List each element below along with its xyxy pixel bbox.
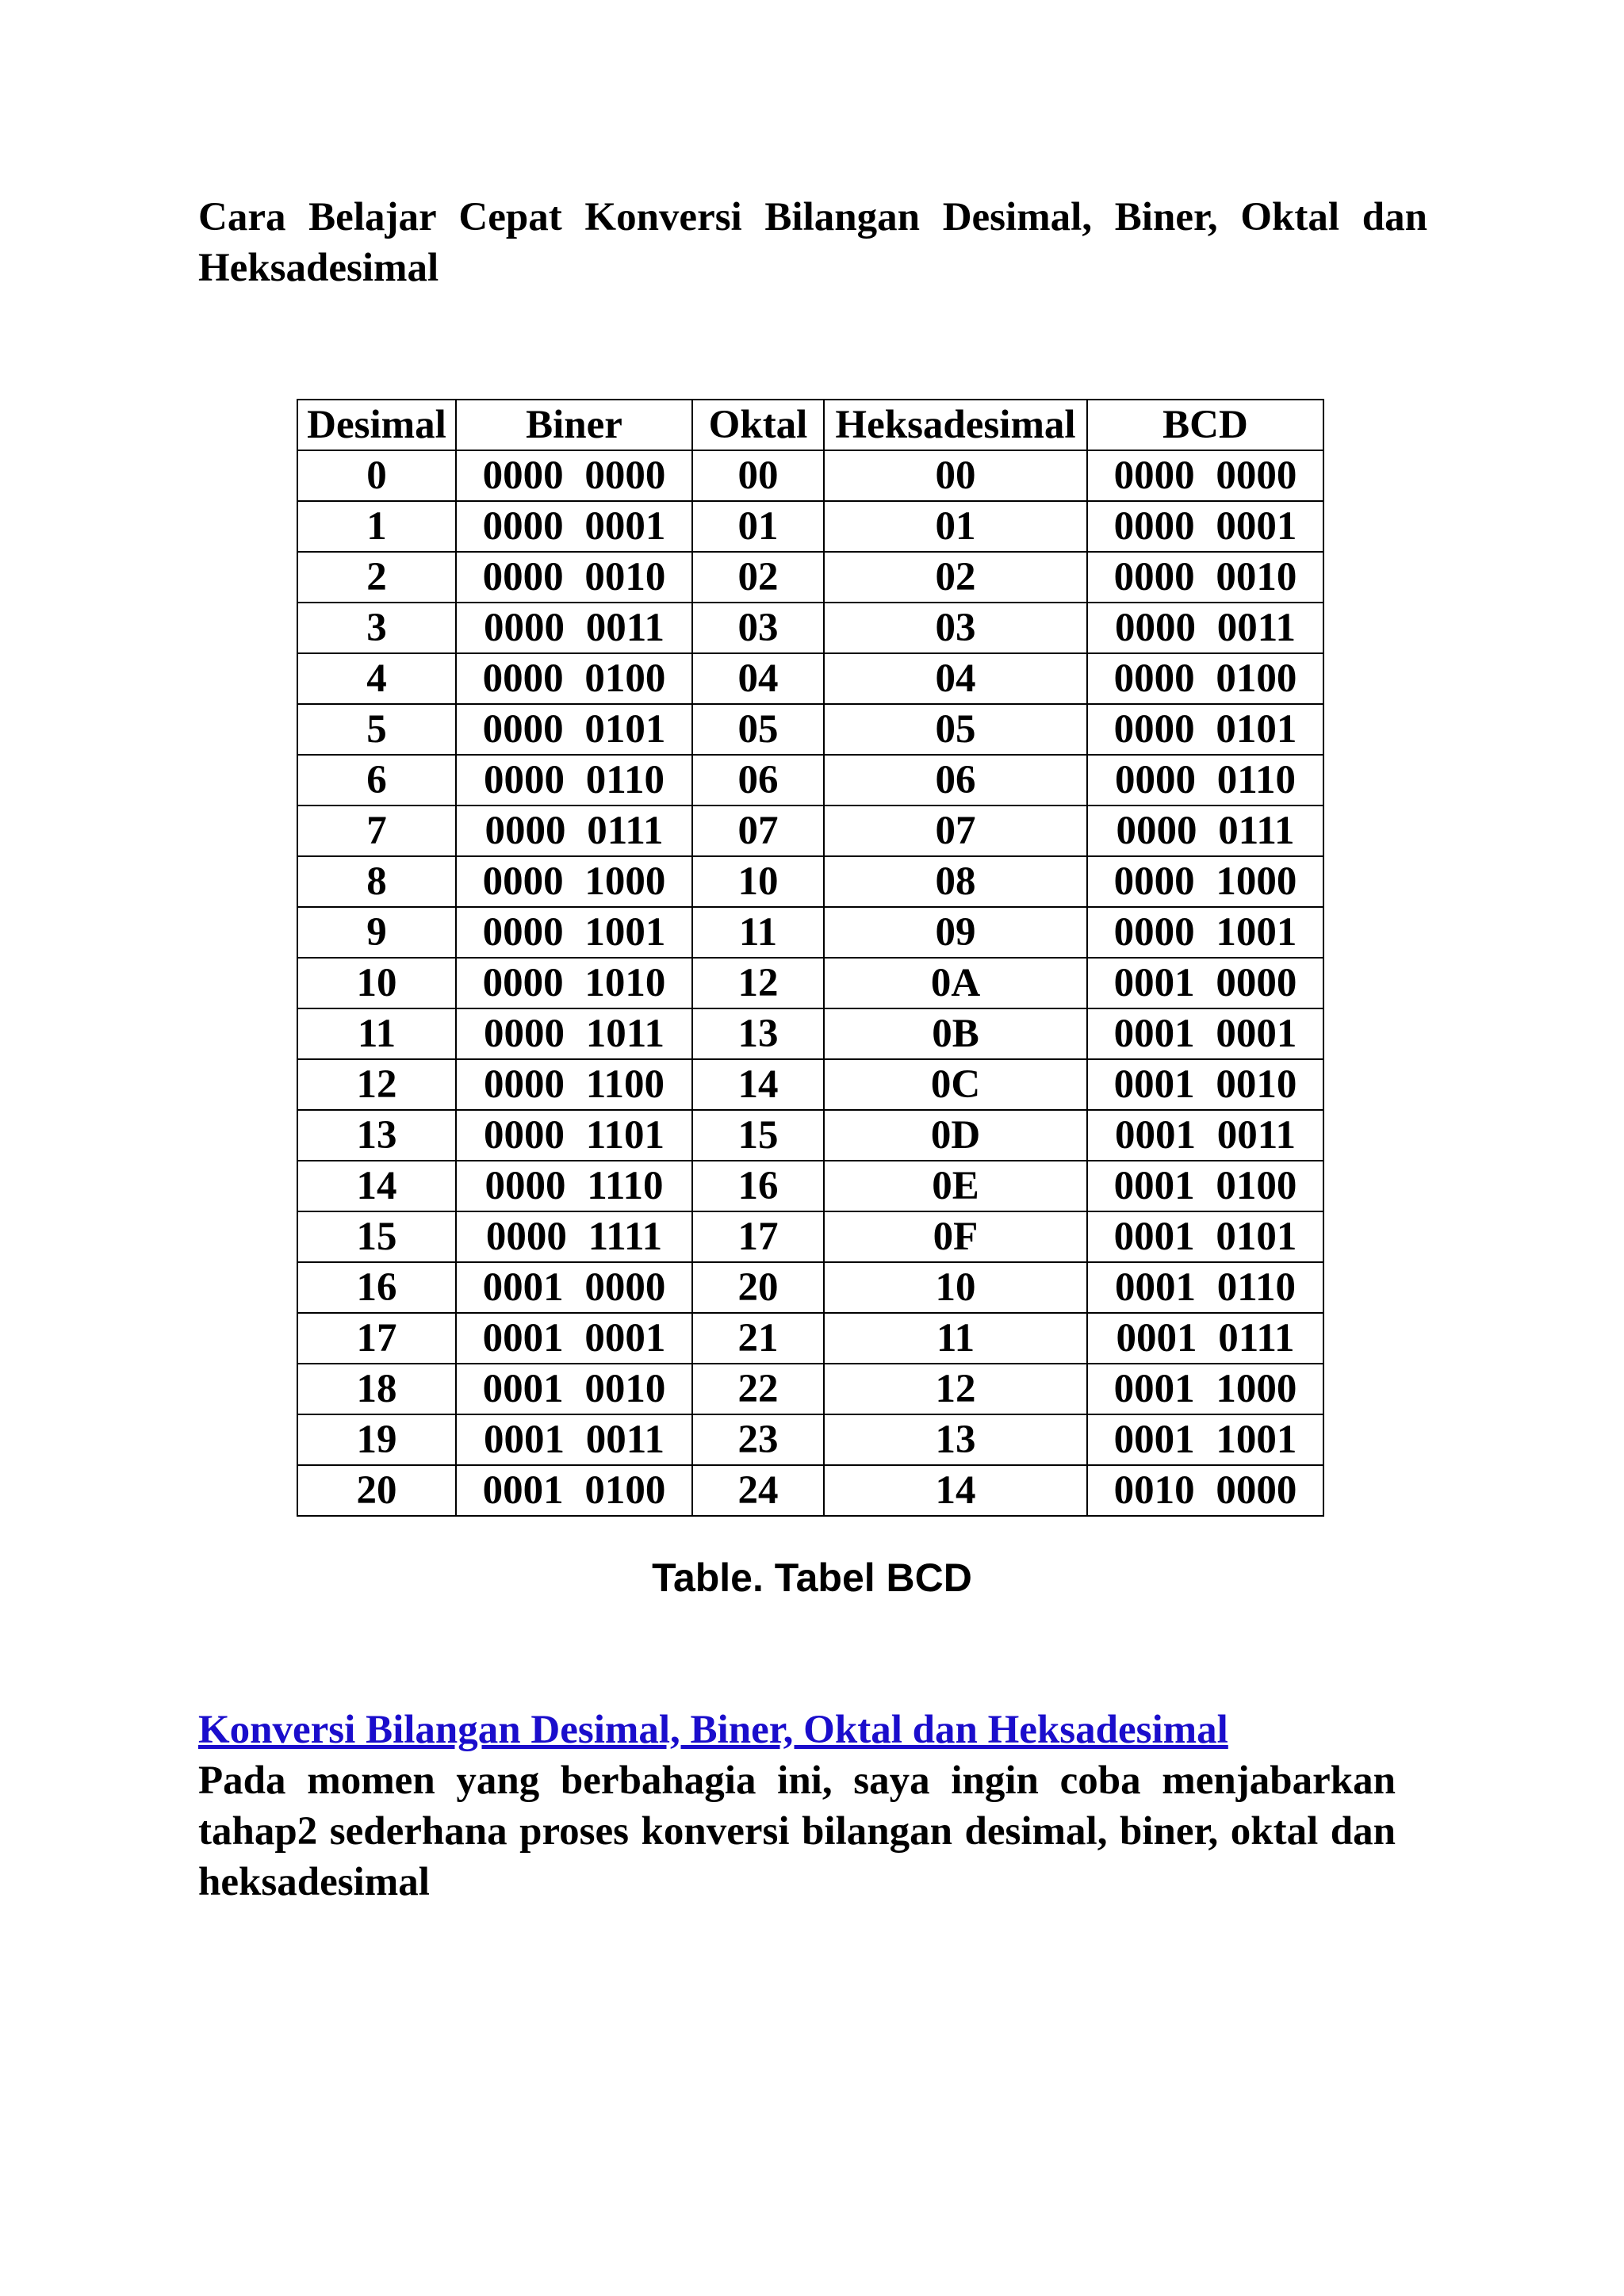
table-row <box>297 1313 1323 1364</box>
cell-desimal: 1 <box>297 501 456 552</box>
intro-paragraph: Pada momen yang berbahagia ini, saya ingin coba menjabarkan tahap2 sederhana proses konversi bilangan desimal, biner, oktal dan heksadesimal <box>198 1758 1396 1904</box>
cell-heksadesimal: 08 <box>824 856 1087 907</box>
cell-oktal: 06 <box>692 755 824 806</box>
cell-desimal: 20 <box>297 1465 456 1516</box>
header-biner: Biner <box>456 400 692 450</box>
cell-oktal: 07 <box>692 806 824 856</box>
table-row <box>297 450 1323 501</box>
cell-bcd: 0000 0100 <box>1087 653 1323 704</box>
cell-oktal: 16 <box>692 1161 824 1211</box>
cell-heksadesimal: 0F <box>824 1211 1087 1262</box>
cell-oktal: 00 <box>692 450 824 501</box>
cell-biner: 0001 0000 <box>456 1262 692 1313</box>
header-oktal: Oktal <box>692 400 824 450</box>
cell-heksadesimal: 13 <box>824 1414 1087 1465</box>
cell-biner: 0000 0100 <box>456 653 692 704</box>
cell-bcd: 0001 0001 <box>1087 1008 1323 1059</box>
cell-oktal: 20 <box>692 1262 824 1313</box>
table-row <box>297 501 1323 552</box>
cell-biner: 0000 0010 <box>456 552 692 603</box>
header-heksadesimal: Heksadesimal <box>824 400 1087 450</box>
cell-heksadesimal: 09 <box>824 907 1087 958</box>
cell-heksadesimal: 12 <box>824 1364 1087 1414</box>
cell-oktal: 22 <box>692 1364 824 1414</box>
table-body <box>297 450 1323 1516</box>
table-row <box>297 1364 1323 1414</box>
table-header-row <box>297 400 1323 450</box>
cell-heksadesimal: 0A <box>824 958 1087 1008</box>
cell-heksadesimal: 0B <box>824 1008 1087 1059</box>
cell-heksadesimal: 06 <box>824 755 1087 806</box>
cell-bcd: 0001 0010 <box>1087 1059 1323 1110</box>
cell-heksadesimal: 05 <box>824 704 1087 755</box>
cell-oktal: 10 <box>692 856 824 907</box>
cell-biner: 0000 0110 <box>456 755 692 806</box>
cell-desimal: 7 <box>297 806 456 856</box>
cell-biner: 0001 0010 <box>456 1364 692 1414</box>
cell-heksadesimal: 11 <box>824 1313 1087 1364</box>
cell-desimal: 3 <box>297 603 456 653</box>
cell-desimal: 15 <box>297 1211 456 1262</box>
header-desimal: Desimal <box>297 400 456 450</box>
table-row <box>297 1161 1323 1211</box>
cell-biner: 0000 1100 <box>456 1059 692 1110</box>
table-row <box>297 1465 1323 1516</box>
cell-biner: 0000 1110 <box>456 1161 692 1211</box>
table-row <box>297 958 1323 1008</box>
cell-desimal: 2 <box>297 552 456 603</box>
conversion-link[interactable]: Konversi Bilangan Desimal, Biner, Oktal dan Heksadesimal <box>198 1708 1228 1752</box>
cell-oktal: 11 <box>692 907 824 958</box>
cell-heksadesimal: 01 <box>824 501 1087 552</box>
cell-oktal: 21 <box>692 1313 824 1364</box>
cell-desimal: 11 <box>297 1008 456 1059</box>
document-title: Cara Belajar Cepat Konversi Bilangan Desimal, Biner, Oktal dan Heksadesimal <box>198 195 1427 290</box>
cell-heksadesimal: 02 <box>824 552 1087 603</box>
cell-oktal: 13 <box>692 1008 824 1059</box>
cell-biner: 0001 0100 <box>456 1465 692 1516</box>
cell-biner: 0000 1111 <box>456 1211 692 1262</box>
table-caption: Table. Tabel BCD <box>652 1556 972 1600</box>
cell-biner: 0001 0011 <box>456 1414 692 1465</box>
cell-heksadesimal: 0E <box>824 1161 1087 1211</box>
table-row <box>297 603 1323 653</box>
table-row <box>297 552 1323 603</box>
table-row <box>297 1008 1323 1059</box>
cell-bcd: 0001 1000 <box>1087 1364 1323 1414</box>
cell-bcd: 0001 0011 <box>1087 1110 1323 1161</box>
cell-bcd: 0000 0110 <box>1087 755 1323 806</box>
cell-oktal: 02 <box>692 552 824 603</box>
cell-biner: 0001 0001 <box>456 1313 692 1364</box>
cell-heksadesimal: 14 <box>824 1465 1087 1516</box>
table-row <box>297 755 1323 806</box>
cell-bcd: 0001 0100 <box>1087 1161 1323 1211</box>
cell-biner: 0000 1011 <box>456 1008 692 1059</box>
table-row <box>297 1211 1323 1262</box>
cell-bcd: 0000 1001 <box>1087 907 1323 958</box>
cell-desimal: 13 <box>297 1110 456 1161</box>
cell-desimal: 5 <box>297 704 456 755</box>
cell-heksadesimal: 0C <box>824 1059 1087 1110</box>
cell-oktal: 01 <box>692 501 824 552</box>
cell-heksadesimal: 07 <box>824 806 1087 856</box>
cell-biner: 0000 1001 <box>456 907 692 958</box>
cell-oktal: 04 <box>692 653 824 704</box>
cell-heksadesimal: 0D <box>824 1110 1087 1161</box>
table-row <box>297 1414 1323 1465</box>
cell-bcd: 0001 0110 <box>1087 1262 1323 1313</box>
cell-bcd: 0000 1000 <box>1087 856 1323 907</box>
cell-heksadesimal: 00 <box>824 450 1087 501</box>
table-row <box>297 907 1323 958</box>
cell-bcd: 0010 0000 <box>1087 1465 1323 1516</box>
cell-oktal: 14 <box>692 1059 824 1110</box>
cell-heksadesimal: 03 <box>824 603 1087 653</box>
cell-desimal: 18 <box>297 1364 456 1414</box>
cell-desimal: 4 <box>297 653 456 704</box>
cell-biner: 0000 0111 <box>456 806 692 856</box>
cell-oktal: 05 <box>692 704 824 755</box>
cell-biner: 0000 0000 <box>456 450 692 501</box>
table-row <box>297 856 1323 907</box>
cell-bcd: 0000 0111 <box>1087 806 1323 856</box>
cell-desimal: 12 <box>297 1059 456 1110</box>
header-bcd: BCD <box>1087 400 1323 450</box>
cell-bcd: 0000 0011 <box>1087 603 1323 653</box>
cell-desimal: 19 <box>297 1414 456 1465</box>
cell-desimal: 9 <box>297 907 456 958</box>
cell-oktal: 24 <box>692 1465 824 1516</box>
cell-oktal: 12 <box>692 958 824 1008</box>
cell-desimal: 10 <box>297 958 456 1008</box>
table-row <box>297 1110 1323 1161</box>
cell-desimal: 14 <box>297 1161 456 1211</box>
cell-desimal: 6 <box>297 755 456 806</box>
cell-bcd: 0000 0010 <box>1087 552 1323 603</box>
cell-desimal: 0 <box>297 450 456 501</box>
table-row <box>297 1262 1323 1313</box>
table-row <box>297 704 1323 755</box>
cell-bcd: 0000 0101 <box>1087 704 1323 755</box>
cell-bcd: 0000 0001 <box>1087 501 1323 552</box>
cell-desimal: 17 <box>297 1313 456 1364</box>
cell-biner: 0000 1010 <box>456 958 692 1008</box>
cell-bcd: 0001 0111 <box>1087 1313 1323 1364</box>
table-row <box>297 1059 1323 1110</box>
cell-biner: 0000 1000 <box>456 856 692 907</box>
cell-biner: 0000 0101 <box>456 704 692 755</box>
cell-heksadesimal: 10 <box>824 1262 1087 1313</box>
cell-oktal: 15 <box>692 1110 824 1161</box>
cell-oktal: 17 <box>692 1211 824 1262</box>
cell-biner: 0000 1101 <box>456 1110 692 1161</box>
cell-oktal: 03 <box>692 603 824 653</box>
bcd-table <box>297 399 1324 1517</box>
cell-biner: 0000 0001 <box>456 501 692 552</box>
cell-bcd: 0000 0000 <box>1087 450 1323 501</box>
cell-heksadesimal: 04 <box>824 653 1087 704</box>
cell-biner: 0000 0011 <box>456 603 692 653</box>
cell-desimal: 8 <box>297 856 456 907</box>
cell-bcd: 0001 1001 <box>1087 1414 1323 1465</box>
cell-oktal: 23 <box>692 1414 824 1465</box>
table-row <box>297 806 1323 856</box>
cell-bcd: 0001 0000 <box>1087 958 1323 1008</box>
cell-bcd: 0001 0101 <box>1087 1211 1323 1262</box>
cell-desimal: 16 <box>297 1262 456 1313</box>
table-row <box>297 653 1323 704</box>
